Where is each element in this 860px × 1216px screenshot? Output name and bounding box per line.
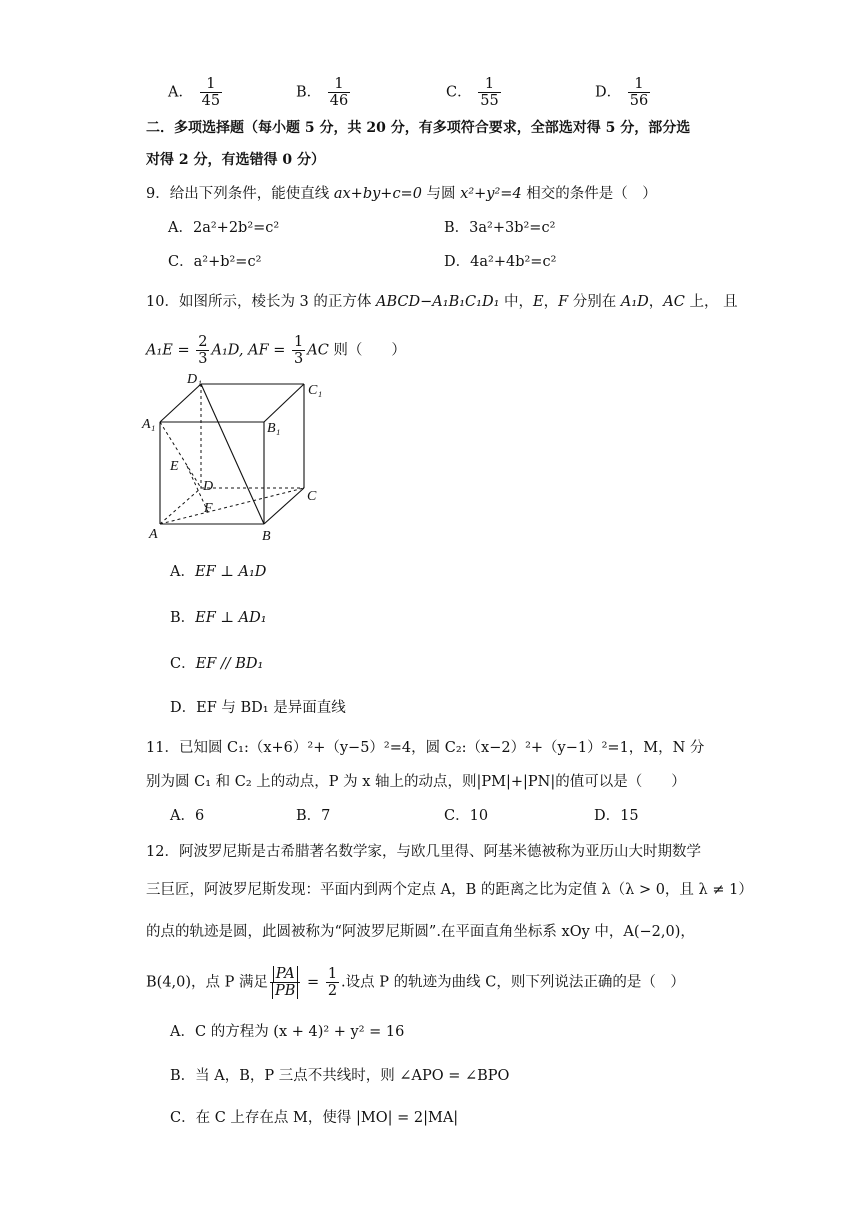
q8-option-d: D． $\frac{1}{56}$: [595, 76, 649, 109]
q9-stem: 9．给出下列条件，能使直线 ax+by+c=0 与圆 x²+y²=4 相交的条件是（ ）: [146, 186, 657, 202]
q10-option-b: B．EF ⊥ AD₁: [170, 610, 267, 626]
q9-option-c: C．a²+b²=c²: [168, 254, 262, 270]
label-A1: A₁: [142, 417, 156, 432]
q11-stem: 11．已知圆 C₁:（x+6）²+（y−5）²=4，圆 C₂:（x−2）²+（y−1）²=1，M，N 分: [146, 740, 705, 756]
q11-option-b: B．7: [296, 808, 331, 824]
q10-option-a: A．EF ⊥ A₁D: [170, 564, 267, 580]
label-C1: C₁: [308, 383, 323, 398]
q12-option-a: A．C 的方程为 (x + 4)² + y² = 16: [170, 1024, 405, 1040]
label-D1: D₁: [187, 372, 202, 387]
q11-option-a: A．6: [170, 808, 205, 824]
fraction: $\frac{1}{2}$: [327, 966, 338, 999]
q11-option-c: C．10: [444, 808, 489, 824]
label-B1: B₁: [267, 421, 281, 436]
label-B: B: [262, 529, 271, 544]
q9-option-a: A．2a²+2b²=c²: [168, 220, 280, 236]
q9-option-b: B．3a²+3b²=c²: [444, 220, 556, 236]
q11-stem-cont: 别为圆 C₁ 和 C₂ 上的动点，P 为 x 轴上的动点，则|PM|+|PN|的值可以是（ ）: [146, 774, 686, 790]
q10-stem: 10．如图所示，棱长为 3 的正方体 ABCD−A₁B₁C₁D₁ 中，E，F 分别在 A₁D，AC 上， 且: [146, 294, 738, 310]
q8-option-c: C． $\frac{1}{55}$: [446, 76, 499, 109]
q12-stem-3: 的点的轨迹是圆，此圆被称为“阿波罗尼斯圆”.在平面直角坐标系 xOy 中，A(−2,0)，: [146, 924, 695, 940]
q12-stem-4: B(4,0)，点 P 满足 $\frac{PA}{PB}$ = $\frac{1}{2}$ .设点 P 的轨迹为曲线 C，则下列说法正确的是（ ）: [146, 966, 685, 999]
q10-option-c: C．EF // BD₁: [170, 656, 264, 672]
section-heading-cont: 对得 2 分，有选错得 0 分）: [146, 152, 325, 168]
q10-option-d: D．EF 与 BD₁ 是异面直线: [170, 700, 346, 716]
q12-stem-2: 三巨匠，阿波罗尼斯发现：平面内到两个定点 A，B 的距离之比为定值 λ（λ > 0，且 λ ≠ 1）: [146, 882, 753, 898]
label-F: F: [204, 501, 213, 516]
fraction: $\frac{1}{46}$: [329, 76, 349, 109]
q9-option-d: D．4a²+4b²=c²: [444, 254, 557, 270]
q8-option-a: A． $\frac{1}{45}$: [168, 76, 221, 109]
q12-stem: 12．阿波罗尼斯是古希腊著名数学家，与欧几里得、阿基米德被称为亚历山大时期数学: [146, 844, 701, 860]
fraction: $\frac{2}{3}$: [198, 334, 208, 367]
label-A: A: [149, 527, 158, 542]
label-C: C: [307, 489, 317, 504]
section-heading: 二．多项选择题（每小题 5 分，共 20 分，有多项符合要求，全部选对得 5 分，部分选: [146, 120, 691, 136]
label-E: E: [170, 459, 179, 474]
q11-option-d: D．15: [594, 808, 639, 824]
ratio-fraction: $\frac{PA}{PB}$: [270, 966, 300, 999]
q8-option-b: B． $\frac{1}{46}$: [296, 76, 349, 109]
q12-option-c: C．在 C 上存在点 M，使得 |MO| = 2|MA|: [170, 1110, 459, 1126]
fraction: $\frac{1}{45}$: [201, 76, 221, 109]
fraction: $\frac{1}{55}$: [480, 76, 499, 109]
q12-option-b: B．当 A，B，P 三点不共线时，则 ∠APO = ∠BPO: [170, 1068, 510, 1084]
label-D: D: [203, 479, 214, 494]
fraction: $\frac{1}{3}$: [294, 334, 304, 367]
fraction: $\frac{1}{56}$: [629, 76, 649, 109]
cube-figure: [140, 370, 340, 546]
q10-condition: A₁E = $\frac{2}{3}$ A₁D, AF = $\frac{1}{3}$ AC 则（ ）: [146, 334, 406, 367]
